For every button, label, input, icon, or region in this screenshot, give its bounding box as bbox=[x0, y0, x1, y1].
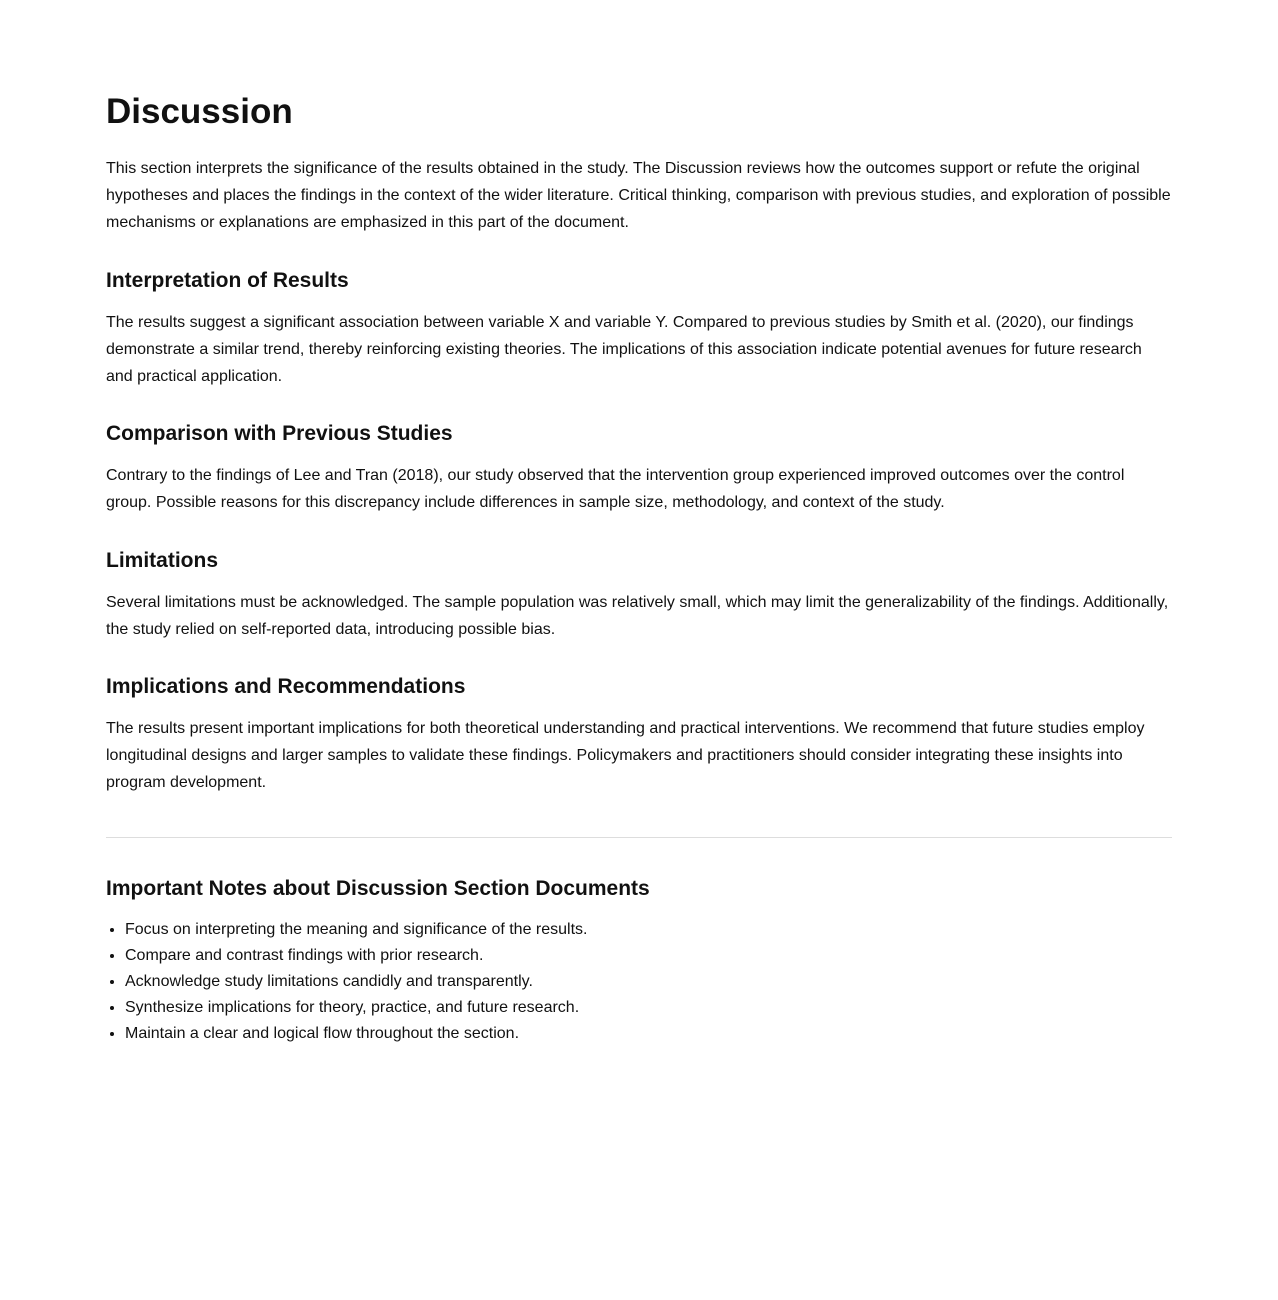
page-title: Discussion bbox=[106, 92, 293, 131]
notes-list bbox=[106, 917, 1172, 1047]
section-interpretation bbox=[106, 268, 1172, 390]
section-paragraph: The results present important implications for both theoretical understanding and practical interventions. We recommend that future studies employ longitudinal designs and larger samples to validate these findings. Policymakers and practitioners should consider integrating these insights into program development. bbox=[106, 720, 1145, 791]
section-implications bbox=[106, 674, 1172, 796]
section-heading: Interpretation of Results bbox=[106, 269, 349, 292]
section-paragraph: Contrary to the findings of Lee and Tran (2018), our study observed that the intervention group experienced improved outcomes over the control group. Possible reasons for this discrepancy include differences in sample size, methodology, and context of the study. bbox=[106, 467, 1125, 511]
notes-section bbox=[106, 876, 1172, 1047]
section-heading: Implications and Recommendations bbox=[106, 675, 466, 698]
list-item: • Acknowledge study limitations candidly and transparently. bbox=[125, 969, 1172, 995]
section-heading: Limitations bbox=[106, 549, 219, 572]
section-paragraph: Several limitations must be acknowledged. The sample population was relatively small, which may limit the generalizability of the findings. Additionally, the study relied on self-reported data, introducing possible bias. bbox=[106, 594, 1169, 638]
list-item: • Maintain a clear and logical flow throughout the section. bbox=[125, 1021, 1172, 1047]
list-item: • Focus on interpreting the meaning and significance of the results. bbox=[125, 917, 1172, 943]
list-item: • Compare and contrast findings with prior research. bbox=[125, 943, 1172, 969]
section-comparison bbox=[106, 421, 1172, 516]
intro-paragraph: This section interprets the significance of the results obtained in the study. The Discussion reviews how the outcomes support or refute the original hypotheses and places the findings in the context of the wider literature. Critical thinking, comparison with previous studies, and exploration of possible mechanisms or explanations are emphasized in this part of the document. bbox=[106, 160, 1171, 231]
section-heading: Comparison with Previous Studies bbox=[106, 422, 453, 445]
section-limitations bbox=[106, 548, 1172, 643]
list-item: • Synthesize implications for theory, practice, and future research. bbox=[125, 995, 1172, 1021]
notes-heading: Important Notes about Discussion Section Documents bbox=[106, 877, 650, 900]
intro-section bbox=[106, 155, 1172, 236]
section-paragraph: The results suggest a significant association between variable X and variable Y. Compared to previous studies by Smith et al. (2020), our findings demonstrate a similar trend, thereby reinforcing existing theories. The implications of this association indicate potential avenues for future research and practical application. bbox=[106, 314, 1142, 385]
section-divider bbox=[106, 837, 1172, 838]
